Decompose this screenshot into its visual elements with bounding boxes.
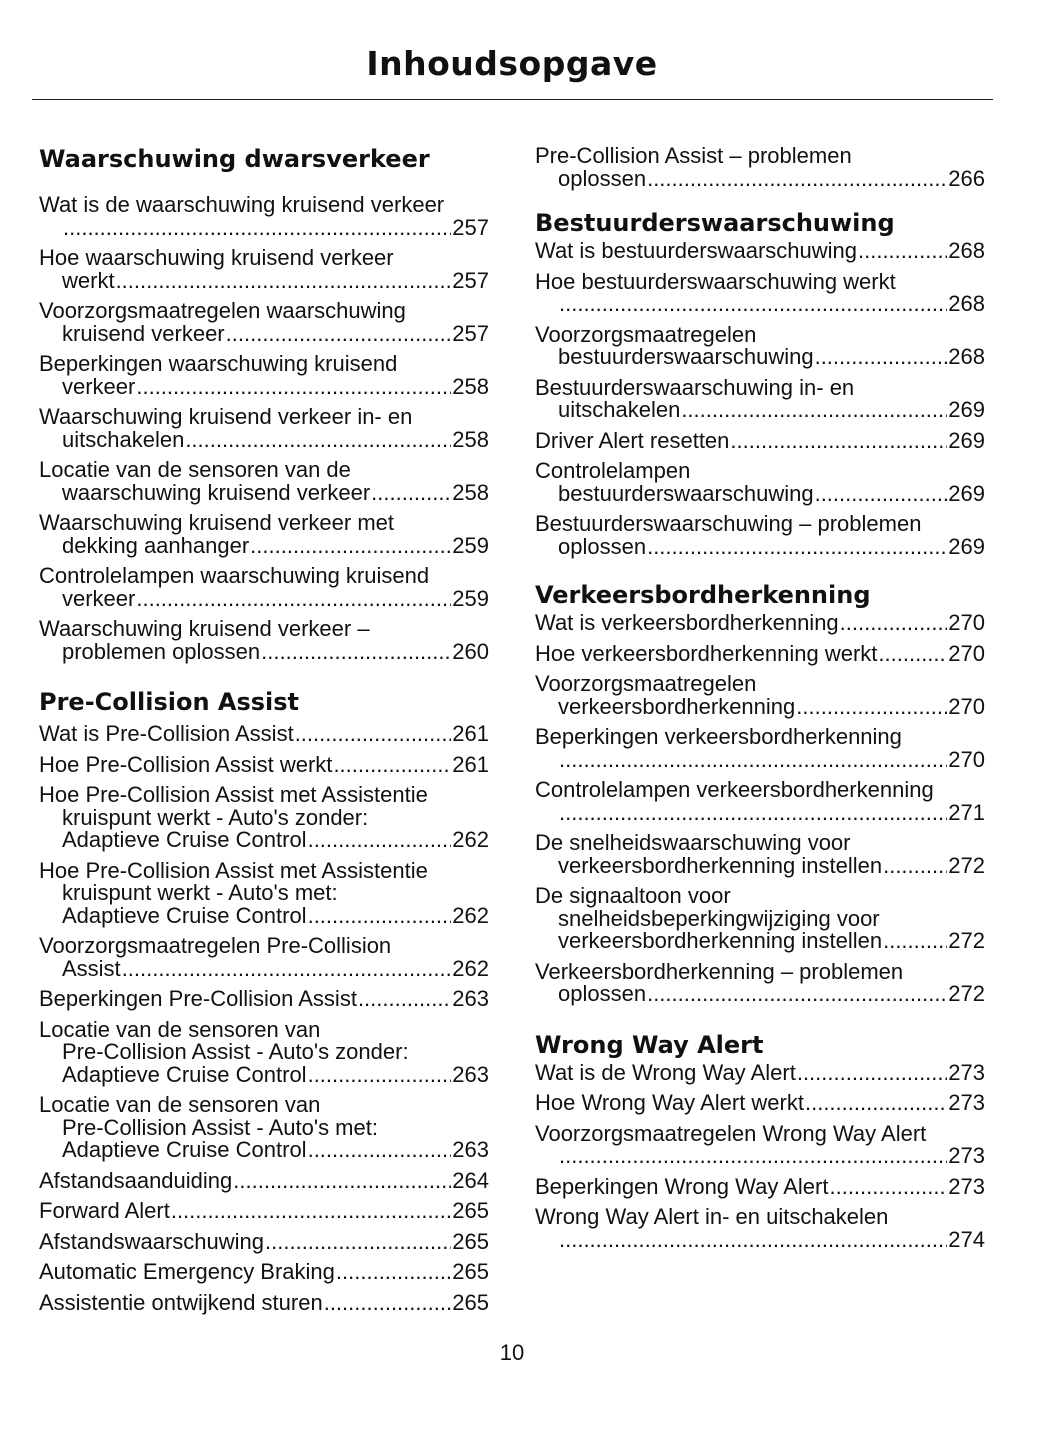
toc-entry-last-line xyxy=(39,1139,489,1162)
toc-entry-text: Adaptieve Cruise Control xyxy=(62,1061,307,1087)
toc-column-right xyxy=(535,145,985,1259)
toc-entry-last-line xyxy=(535,480,985,506)
toc-entry-text: snelheidsbeperkingwijziging voor xyxy=(558,905,880,931)
dot-leader xyxy=(308,829,452,852)
toc-entry-text: Adaptieve Cruise Control xyxy=(62,1137,307,1162)
dot-leader xyxy=(559,293,947,316)
toc-entry[interactable] xyxy=(39,512,489,557)
toc-entry[interactable] xyxy=(39,1167,489,1193)
toc-entry-text: problemen oplossen xyxy=(62,638,261,664)
toc-entry[interactable] xyxy=(39,784,489,852)
toc-entry-last-line xyxy=(39,267,489,293)
toc-entry-last-line xyxy=(535,1059,985,1085)
toc-entry[interactable] xyxy=(39,723,489,746)
toc-entry[interactable] xyxy=(535,832,985,877)
toc-entry-text: Hoe bestuurderswaarschuwing werkt xyxy=(535,268,896,294)
toc-entry-text: kruisend verkeer xyxy=(62,320,225,346)
toc-page-number: 265 xyxy=(452,1259,489,1284)
toc-page-number: 268 xyxy=(948,344,985,369)
dot-leader xyxy=(308,1064,452,1087)
toc-entry-last-line xyxy=(535,1145,985,1168)
toc-entry-last-line xyxy=(535,1226,985,1252)
toc-entry-last-line xyxy=(39,751,489,777)
toc-entry-last-line xyxy=(535,240,985,263)
toc-entry-text: Waarschuwing kruisend verkeer met xyxy=(39,510,394,535)
toc-entry-text: bestuurderswaarschuwing xyxy=(558,344,814,369)
dot-leader xyxy=(815,346,948,369)
toc-entry-text: Hoe Pre-Collision Assist werkt xyxy=(39,751,333,777)
toc-section xyxy=(39,142,489,663)
toc-entry-text: Waarschuwing kruisend verkeer – xyxy=(39,616,370,641)
toc-entry-text: Assistentie ontwijkend sturen xyxy=(39,1289,323,1315)
toc-page-number: 258 xyxy=(452,426,489,452)
toc-section xyxy=(535,1028,985,1252)
toc-page-number: 270 xyxy=(948,693,985,719)
toc-entry[interactable] xyxy=(535,1059,985,1085)
toc-entry-last-line xyxy=(39,479,489,505)
toc-entry-last-line xyxy=(39,829,489,852)
toc-entry-text: Pre-Collision Assist – problemen xyxy=(535,143,852,168)
toc-entry[interactable] xyxy=(39,194,489,239)
toc-entry-text: Locatie van de sensoren van xyxy=(39,1016,321,1042)
toc-page-number: 257 xyxy=(452,267,489,293)
dot-leader xyxy=(647,168,947,191)
toc-entry[interactable] xyxy=(39,988,489,1011)
dot-leader xyxy=(308,1139,452,1162)
toc-entry-text: Adaptieve Cruise Control xyxy=(62,827,307,852)
toc-entry-text: Voorzorgsmaatregelen xyxy=(535,671,757,696)
toc-entry-text: Wat is bestuurderswaarschuwing xyxy=(535,238,857,263)
toc-entry-text: oplossen xyxy=(558,165,647,191)
toc-entry[interactable] xyxy=(39,353,489,398)
dot-leader xyxy=(122,958,452,981)
toc-entry[interactable] xyxy=(535,640,985,666)
toc-entry-text: Waarschuwing kruisend verkeer in- en xyxy=(39,404,413,429)
toc-page-number: 269 xyxy=(948,397,985,422)
dot-leader xyxy=(226,323,452,346)
toc-entry[interactable] xyxy=(535,145,985,190)
toc-entry-last-line xyxy=(39,1061,489,1087)
dot-leader xyxy=(333,754,451,777)
toc-entry[interactable] xyxy=(535,612,985,635)
toc-entry-text: Afstandswaarschuwing xyxy=(39,1228,265,1254)
toc-entry-text: Assist xyxy=(62,955,121,981)
toc-page-number: 268 xyxy=(948,238,985,263)
dot-leader xyxy=(371,482,451,505)
toc-entry-last-line xyxy=(39,638,489,664)
toc-page-number: 263 xyxy=(452,1061,489,1087)
toc-entry-text: Beperkingen Pre-Collision Assist xyxy=(39,986,357,1011)
toc-entry-last-line xyxy=(39,532,489,558)
toc-entry-text: De signaaltoon voor xyxy=(535,883,731,908)
dot-leader xyxy=(171,1200,451,1223)
toc-page-number: 268 xyxy=(948,291,985,316)
dot-leader xyxy=(261,641,451,664)
toc-entry[interactable] xyxy=(535,673,985,718)
toc-page-number: 257 xyxy=(452,320,489,346)
toc-entry-last-line xyxy=(535,165,985,191)
toc-entry[interactable] xyxy=(535,779,985,824)
dot-leader xyxy=(559,802,947,825)
toc-entry-last-line xyxy=(535,399,985,422)
toc-entry[interactable] xyxy=(39,459,489,504)
toc-entry-last-line xyxy=(39,1289,489,1315)
toc-page-number: 271 xyxy=(948,799,985,825)
toc-entry-text: Voorzorgsmaatregelen xyxy=(535,321,757,347)
toc-entry-text: Hoe waarschuwing kruisend verkeer xyxy=(39,245,394,270)
toc-entry-last-line xyxy=(39,955,489,981)
section-heading: Bestuurderswaarschuwing xyxy=(535,209,895,237)
toc-page-number: 270 xyxy=(948,640,985,666)
toc-entry-text: Voorzorgsmaatregelen waarschuwing xyxy=(39,298,406,323)
toc-entry-last-line xyxy=(535,1092,985,1115)
toc-entry-text: Automatic Emergency Braking xyxy=(39,1259,335,1284)
toc-entry-text: Wat is verkeersbordherkenning xyxy=(535,610,839,635)
toc-entry[interactable] xyxy=(535,460,985,505)
toc-entry[interactable] xyxy=(39,406,489,451)
toc-entry[interactable] xyxy=(535,1173,985,1199)
toc-entry-text: kruispunt werkt - Auto's met: xyxy=(62,880,338,905)
toc-entry-text: verkeer xyxy=(62,373,136,399)
toc-entry-text: Hoe Pre-Collision Assist met Assistentie xyxy=(39,782,428,807)
toc-entry-text: Wat is Pre-Collision Assist xyxy=(39,721,294,746)
toc-entry-last-line xyxy=(535,640,985,666)
toc-entry-text: dekking aanhanger xyxy=(62,532,250,558)
toc-entry-text: Bestuurderswaarschuwing – problemen xyxy=(535,511,922,536)
toc-entry[interactable] xyxy=(535,1092,985,1115)
dot-leader xyxy=(136,588,451,611)
toc-entry[interactable] xyxy=(535,958,985,1006)
toc-entry-last-line xyxy=(535,852,985,878)
toc-entry-last-line xyxy=(39,902,489,928)
toc-page-number: 260 xyxy=(452,638,489,664)
toc-entry-last-line xyxy=(535,612,985,635)
toc-entry[interactable] xyxy=(535,1206,985,1251)
toc-entry-text: Beperkingen waarschuwing kruisend xyxy=(39,351,398,376)
dot-leader xyxy=(883,855,947,878)
dot-leader xyxy=(116,270,452,293)
toc-page-number: 262 xyxy=(452,955,489,981)
toc-page-number: 261 xyxy=(452,721,489,746)
toc-entry[interactable] xyxy=(39,1016,489,1087)
toc-entry-text: Beperkingen Wrong Way Alert xyxy=(535,1173,829,1199)
toc-page-number: 264 xyxy=(452,1167,489,1193)
section-heading: Waarschuwing dwarsverkeer xyxy=(39,145,430,173)
toc-entry-last-line xyxy=(39,1261,489,1284)
toc-page-number: 273 xyxy=(948,1143,985,1168)
toc-page-number: 265 xyxy=(452,1289,489,1315)
toc-entry-last-line xyxy=(39,723,489,746)
toc-entry-last-line xyxy=(535,930,985,953)
toc-entry-text: bestuurderswaarschuwing xyxy=(558,480,814,506)
toc-entry-last-line xyxy=(39,373,489,399)
toc-entry-text: Forward Alert xyxy=(39,1198,170,1223)
toc-entry[interactable] xyxy=(39,1289,489,1315)
toc-entry-text: Voorzorgsmaatregelen Pre-Collision xyxy=(39,933,392,958)
dot-leader xyxy=(730,430,947,453)
toc-page-number: 263 xyxy=(452,986,489,1011)
toc-section xyxy=(535,578,985,1006)
toc-entry-last-line xyxy=(39,214,489,240)
toc-page-number: 272 xyxy=(948,928,985,953)
toc-section xyxy=(535,145,985,190)
toc-entry-text: uitschakelen xyxy=(62,426,185,452)
toc-entry[interactable] xyxy=(39,1200,489,1223)
toc-entry[interactable] xyxy=(535,374,985,422)
toc-entry-text: Adaptieve Cruise Control xyxy=(62,902,307,928)
toc-entry-text: Afstandsaanduiding xyxy=(39,1167,233,1193)
toc-entry-last-line xyxy=(535,746,985,772)
toc-entry-text: Verkeersbordherkenning – problemen xyxy=(535,958,904,984)
toc-page-number: 265 xyxy=(452,1228,489,1254)
section-heading: Wrong Way Alert xyxy=(535,1030,764,1059)
toc-entry[interactable] xyxy=(535,726,985,771)
toc-page-number: 262 xyxy=(452,827,489,852)
toc-entry[interactable] xyxy=(39,935,489,980)
toc-entry[interactable] xyxy=(39,1228,489,1254)
toc-page-number: 257 xyxy=(452,214,489,240)
toc-entry-text: Pre-Collision Assist - Auto's met: xyxy=(62,1114,378,1140)
dot-leader xyxy=(829,1176,947,1199)
toc-page-number: 263 xyxy=(452,1137,489,1162)
toc-entry-text: Wat is de waarschuwing kruisend verkeer xyxy=(39,192,445,217)
toc-entry-text: Wrong Way Alert in- en uitschakelen xyxy=(535,1204,889,1229)
toc-entry-last-line xyxy=(39,426,489,452)
toc-entry-last-line xyxy=(39,1228,489,1254)
toc-entry-text: Wat is de Wrong Way Alert xyxy=(535,1059,796,1085)
toc-entry-text: Locatie van de sensoren van xyxy=(39,1092,321,1117)
toc-entry-text: Hoe Pre-Collision Assist met Assistentie xyxy=(39,857,428,883)
dot-leader xyxy=(250,535,451,558)
toc-section xyxy=(39,685,489,1314)
toc-entry[interactable] xyxy=(39,857,489,928)
toc-entry-last-line xyxy=(535,693,985,719)
toc-entry[interactable] xyxy=(535,427,985,453)
toc-page-number: 273 xyxy=(948,1173,985,1199)
dot-leader xyxy=(647,983,947,1006)
toc-entry-text: werkt xyxy=(62,267,115,293)
dot-leader xyxy=(840,612,948,635)
toc-page-number: 270 xyxy=(948,610,985,635)
toc-entry-text: Controlelampen verkeersbordherkenning xyxy=(535,777,934,802)
toc-entry-text: waarschuwing kruisend verkeer xyxy=(62,479,371,505)
toc-entry-text: oplossen xyxy=(558,981,647,1006)
toc-entry-text: Bestuurderswaarschuwing in- en xyxy=(535,374,855,400)
toc-page-number: 261 xyxy=(452,751,489,777)
toc-entry-text: De snelheidswaarschuwing voor xyxy=(535,830,851,855)
toc-entry[interactable] xyxy=(39,618,489,663)
dot-leader xyxy=(63,217,451,240)
dot-leader xyxy=(233,1170,451,1193)
toc-entry-text: Voorzorgsmaatregelen Wrong Way Alert xyxy=(535,1120,927,1146)
dot-leader xyxy=(336,1261,451,1284)
toc-page-number: 258 xyxy=(452,373,489,399)
toc-entry-last-line xyxy=(39,320,489,346)
toc-entry-text: kruispunt werkt - Auto's zonder: xyxy=(62,804,369,830)
toc-entry-text: Controlelampen xyxy=(535,458,691,483)
toc-entry-text: Driver Alert resetten xyxy=(535,427,730,453)
toc-column-left xyxy=(39,142,489,1322)
toc-entry-last-line xyxy=(39,988,489,1011)
dot-leader xyxy=(295,723,452,746)
dot-leader xyxy=(797,1062,947,1085)
toc-page-number: 266 xyxy=(948,165,985,191)
toc-entry[interactable] xyxy=(535,513,985,558)
toc-entry-text: Controlelampen waarschuwing kruisend xyxy=(39,563,430,588)
toc-entry[interactable] xyxy=(39,247,489,292)
dot-leader xyxy=(358,988,451,1011)
dot-leader xyxy=(878,643,947,666)
page-title: Inhoudsopgave xyxy=(366,44,658,83)
toc-entry-text: uitschakelen xyxy=(558,397,681,422)
toc-entry[interactable] xyxy=(39,300,489,345)
toc-page-number: 270 xyxy=(948,746,985,772)
dot-leader xyxy=(883,930,947,953)
toc-entry-last-line xyxy=(39,585,489,611)
dot-leader xyxy=(185,429,451,452)
toc-page-number: 269 xyxy=(948,427,985,453)
toc-entry-last-line xyxy=(39,1200,489,1223)
toc-entry-text: verkeersbordherkenning instellen xyxy=(558,928,883,953)
toc-page-number: 274 xyxy=(948,1226,985,1252)
toc-entry-last-line xyxy=(535,1173,985,1199)
toc-entry-text: Beperkingen verkeersbordherkenning xyxy=(535,724,902,749)
dot-leader xyxy=(308,905,452,928)
toc-entry[interactable] xyxy=(535,321,985,369)
toc-page-number: 272 xyxy=(948,981,985,1006)
toc-entry-text: verkeersbordherkenning xyxy=(558,693,796,719)
toc-entry-last-line xyxy=(535,533,985,559)
dot-leader xyxy=(681,399,947,422)
section-heading: Pre-Collision Assist xyxy=(39,688,300,716)
toc-entry-last-line xyxy=(535,983,985,1006)
toc-entry[interactable] xyxy=(39,1094,489,1162)
toc-entry-text: Locatie van de sensoren van de xyxy=(39,457,351,482)
toc-entry[interactable] xyxy=(535,240,985,263)
toc-entry[interactable] xyxy=(39,1261,489,1284)
dot-leader xyxy=(858,240,947,263)
section-heading: Verkeersbordherkenning xyxy=(535,581,871,609)
toc-entry[interactable] xyxy=(535,1120,985,1168)
toc-page-number: 258 xyxy=(452,479,489,505)
toc-entry-last-line xyxy=(535,799,985,825)
dot-leader xyxy=(559,1229,947,1252)
toc-entry[interactable] xyxy=(39,751,489,777)
toc-entry[interactable] xyxy=(535,268,985,316)
toc-page-number: 269 xyxy=(948,480,985,506)
toc-entry-text: Hoe verkeersbordherkenning werkt xyxy=(535,640,878,666)
toc-entry-last-line xyxy=(39,1167,489,1193)
toc-entry-text: verkeersbordherkenning instellen xyxy=(558,852,883,878)
toc-page-number: 272 xyxy=(948,852,985,878)
title-divider xyxy=(32,99,993,100)
toc-entry-text: verkeer xyxy=(62,585,136,611)
toc-page-number: 259 xyxy=(452,532,489,558)
toc-page-number: 262 xyxy=(452,902,489,928)
page-number: 10 xyxy=(499,1340,525,1365)
toc-entry-last-line xyxy=(535,427,985,453)
dot-leader xyxy=(815,483,948,506)
dot-leader xyxy=(559,749,947,772)
dot-leader xyxy=(324,1292,452,1315)
toc-page-number: 273 xyxy=(948,1090,985,1115)
toc-section xyxy=(535,206,985,558)
dot-leader xyxy=(136,376,451,399)
dot-leader xyxy=(647,536,947,559)
toc-page-number: 259 xyxy=(452,585,489,611)
toc-entry[interactable] xyxy=(39,565,489,610)
toc-entry-last-line xyxy=(535,346,985,369)
toc-entry-text: Hoe Wrong Way Alert werkt xyxy=(535,1090,804,1115)
toc-entry[interactable] xyxy=(535,885,985,953)
toc-entry-last-line xyxy=(535,293,985,316)
toc-entry-text: oplossen xyxy=(558,533,647,559)
dot-leader xyxy=(796,696,947,719)
toc-entry-text: Pre-Collision Assist - Auto's zonder: xyxy=(62,1039,409,1064)
toc-page-number: 273 xyxy=(948,1059,985,1085)
dot-leader xyxy=(805,1092,947,1115)
toc-page-number: 269 xyxy=(948,533,985,559)
dot-leader xyxy=(265,1231,451,1254)
toc-page-number: 265 xyxy=(452,1198,489,1223)
dot-leader xyxy=(559,1145,947,1168)
